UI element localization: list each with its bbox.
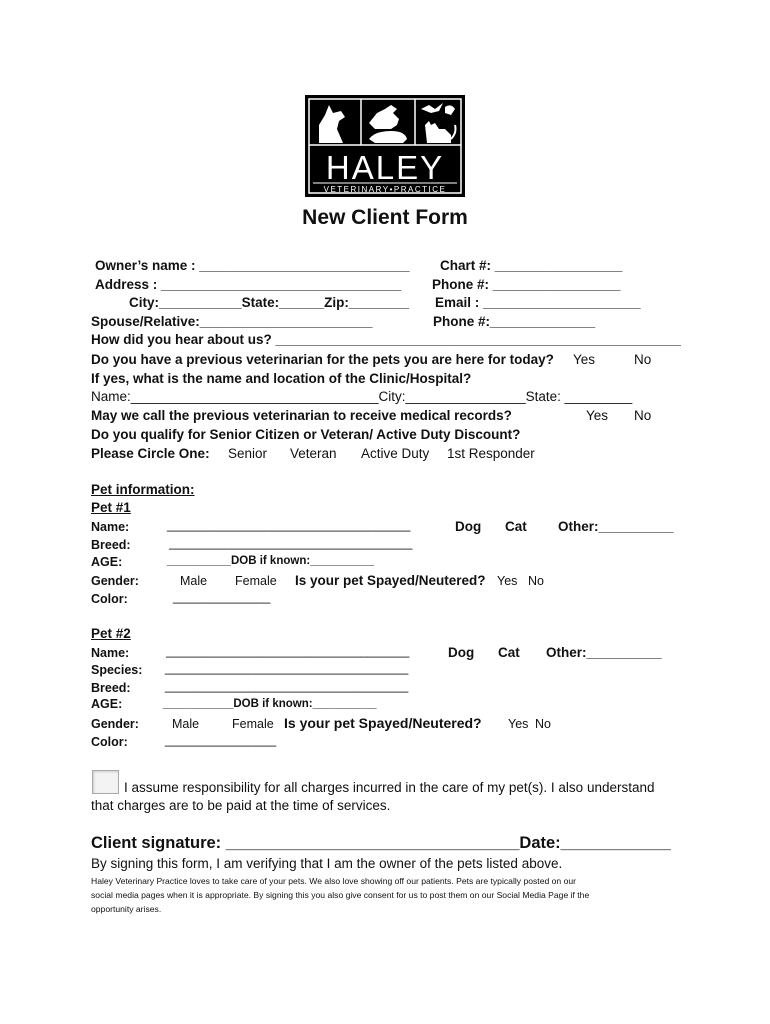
- pet1-name-label: Name:: [91, 520, 130, 534]
- pet2-breed-label: Breed:: [91, 681, 131, 695]
- haley-logo: [305, 95, 465, 197]
- previous-vet-no-option[interactable]: No: [634, 352, 652, 367]
- responsibility-text-line2: that charges are to be paid at the time of services.: [91, 798, 391, 813]
- pet2-dog-option[interactable]: Dog: [448, 645, 475, 660]
- responsibility-checkbox[interactable]: [92, 770, 119, 794]
- discount-question: Do you qualify for Senior Citizen or Veteran/ Active Duty Discount?: [91, 427, 521, 442]
- pet1-cat-option[interactable]: Cat: [505, 519, 527, 534]
- pet1-dog-option[interactable]: Dog: [455, 519, 482, 534]
- client-signature-date-field[interactable]: Client signature: ________________________________Date:____________: [91, 834, 671, 852]
- pet1-spayed-question: Is your pet Spayed/Neutered?: [295, 573, 486, 588]
- discount-option-senior[interactable]: Senior: [228, 446, 268, 461]
- city-state-zip-field[interactable]: City:___________State:______Zip:________: [129, 295, 409, 310]
- pet2-age-dob-field[interactable]: ___________DOB if known:__________: [163, 698, 377, 710]
- verify-text: By signing this form, I am verifying that I am the owner of the pets listed above.: [91, 856, 563, 871]
- records-no-option[interactable]: No: [634, 408, 652, 423]
- pet1-name-field[interactable]: ___________________________________: [167, 518, 411, 532]
- clinic-name-city-state-field[interactable]: Name:_________________________________City:________________State: _________: [91, 389, 633, 404]
- pet1-color-field[interactable]: ______________: [173, 590, 271, 604]
- pet1-color-label: Color:: [91, 592, 128, 606]
- previous-vet-yes-option[interactable]: Yes: [573, 352, 596, 367]
- social-media-text-line3: opportunity arises.: [91, 904, 162, 914]
- pet2-spayed-no-option[interactable]: No: [535, 717, 551, 731]
- pet1-other-field[interactable]: Other:__________: [558, 519, 674, 534]
- records-question: May we call the previous veterinarian to receive medical records?: [91, 408, 512, 423]
- pet2-female-option[interactable]: Female: [232, 717, 274, 731]
- email-field[interactable]: Email : _____________________: [435, 295, 641, 310]
- pet2-name-field[interactable]: ___________________________________: [166, 644, 410, 658]
- circle-one-label: Please Circle One:: [91, 446, 210, 461]
- pet2-other-field[interactable]: Other:__________: [546, 645, 662, 660]
- heard-about-us-field[interactable]: How did you hear about us? ______________________________________________________: [91, 332, 681, 347]
- pet1-age-dob-field[interactable]: __________DOB if known:__________: [167, 555, 375, 567]
- pet1-heading: Pet #1: [91, 500, 131, 515]
- pet2-spayed-yes-option[interactable]: Yes: [508, 717, 529, 731]
- pet2-species-field[interactable]: ___________________________________: [165, 661, 409, 675]
- spouse-relative-field[interactable]: Spouse/Relative:_______________________: [91, 314, 373, 329]
- pet1-male-option[interactable]: Male: [180, 574, 208, 588]
- previous-vet-question: Do you have a previous veterinarian for the pets you are here for today?: [91, 352, 554, 367]
- pet2-age-label: AGE:: [91, 697, 123, 711]
- clinic-question: If yes, what is the name and location of the Clinic/Hospital?: [91, 371, 472, 386]
- owners-name-field[interactable]: Owner’s name : ____________________________: [95, 258, 410, 273]
- pet1-spayed-no-option[interactable]: No: [528, 574, 544, 588]
- responsibility-text-line1: I assume responsibility for all charges incurred in the care of my pet(s). I also understand: [124, 780, 655, 795]
- pet1-female-option[interactable]: Female: [235, 574, 277, 588]
- pet1-breed-field[interactable]: ___________________________________: [169, 536, 413, 550]
- discount-option-first-responder[interactable]: 1st Responder: [447, 446, 535, 461]
- pet2-species-label: Species:: [91, 663, 143, 677]
- pet2-male-option[interactable]: Male: [172, 717, 200, 731]
- pet1-gender-label: Gender:: [91, 574, 139, 588]
- pet1-age-label: AGE:: [91, 555, 123, 569]
- social-media-text-line1: Haley Veterinary Practice loves to take care of your pets. We also love showing off our patients. Pets are typically posted on our: [91, 876, 577, 886]
- pet2-cat-option[interactable]: Cat: [498, 645, 520, 660]
- pet2-color-label: Color:: [91, 735, 128, 749]
- pet2-color-field[interactable]: ________________: [165, 733, 277, 747]
- records-yes-option[interactable]: Yes: [586, 408, 609, 423]
- pet1-breed-label: Breed:: [91, 538, 131, 552]
- social-media-text-line2: social media pages when it is appropriate. By signing this you also give consent for us to post them on our Social Media Page if the: [91, 890, 590, 900]
- discount-option-veteran[interactable]: Veteran: [290, 446, 337, 461]
- page-title: New Client Form: [302, 206, 468, 229]
- pet1-spayed-yes-option[interactable]: Yes: [497, 574, 518, 588]
- pet2-heading: Pet #2: [91, 626, 131, 641]
- pet2-breed-field[interactable]: ___________________________________: [165, 679, 409, 693]
- animal-silhouettes-icon: [305, 95, 465, 197]
- address-field[interactable]: Address : ________________________________: [95, 277, 402, 292]
- pet2-gender-label: Gender:: [91, 717, 139, 731]
- logo-tagline: VETERINARY•PRACTICE: [323, 185, 447, 194]
- phone-field[interactable]: Phone #: _________________: [432, 277, 621, 292]
- discount-option-active-duty[interactable]: Active Duty: [361, 446, 430, 461]
- pet2-spayed-question: Is your pet Spayed/Neutered?: [284, 715, 482, 731]
- pet-info-heading: Pet information:: [91, 482, 195, 497]
- chart-number-field[interactable]: Chart #: _________________: [440, 258, 623, 273]
- logo-name: HALEY: [325, 149, 445, 186]
- phone2-field[interactable]: Phone #:______________: [433, 314, 596, 329]
- pet2-name-label: Name:: [91, 646, 130, 660]
